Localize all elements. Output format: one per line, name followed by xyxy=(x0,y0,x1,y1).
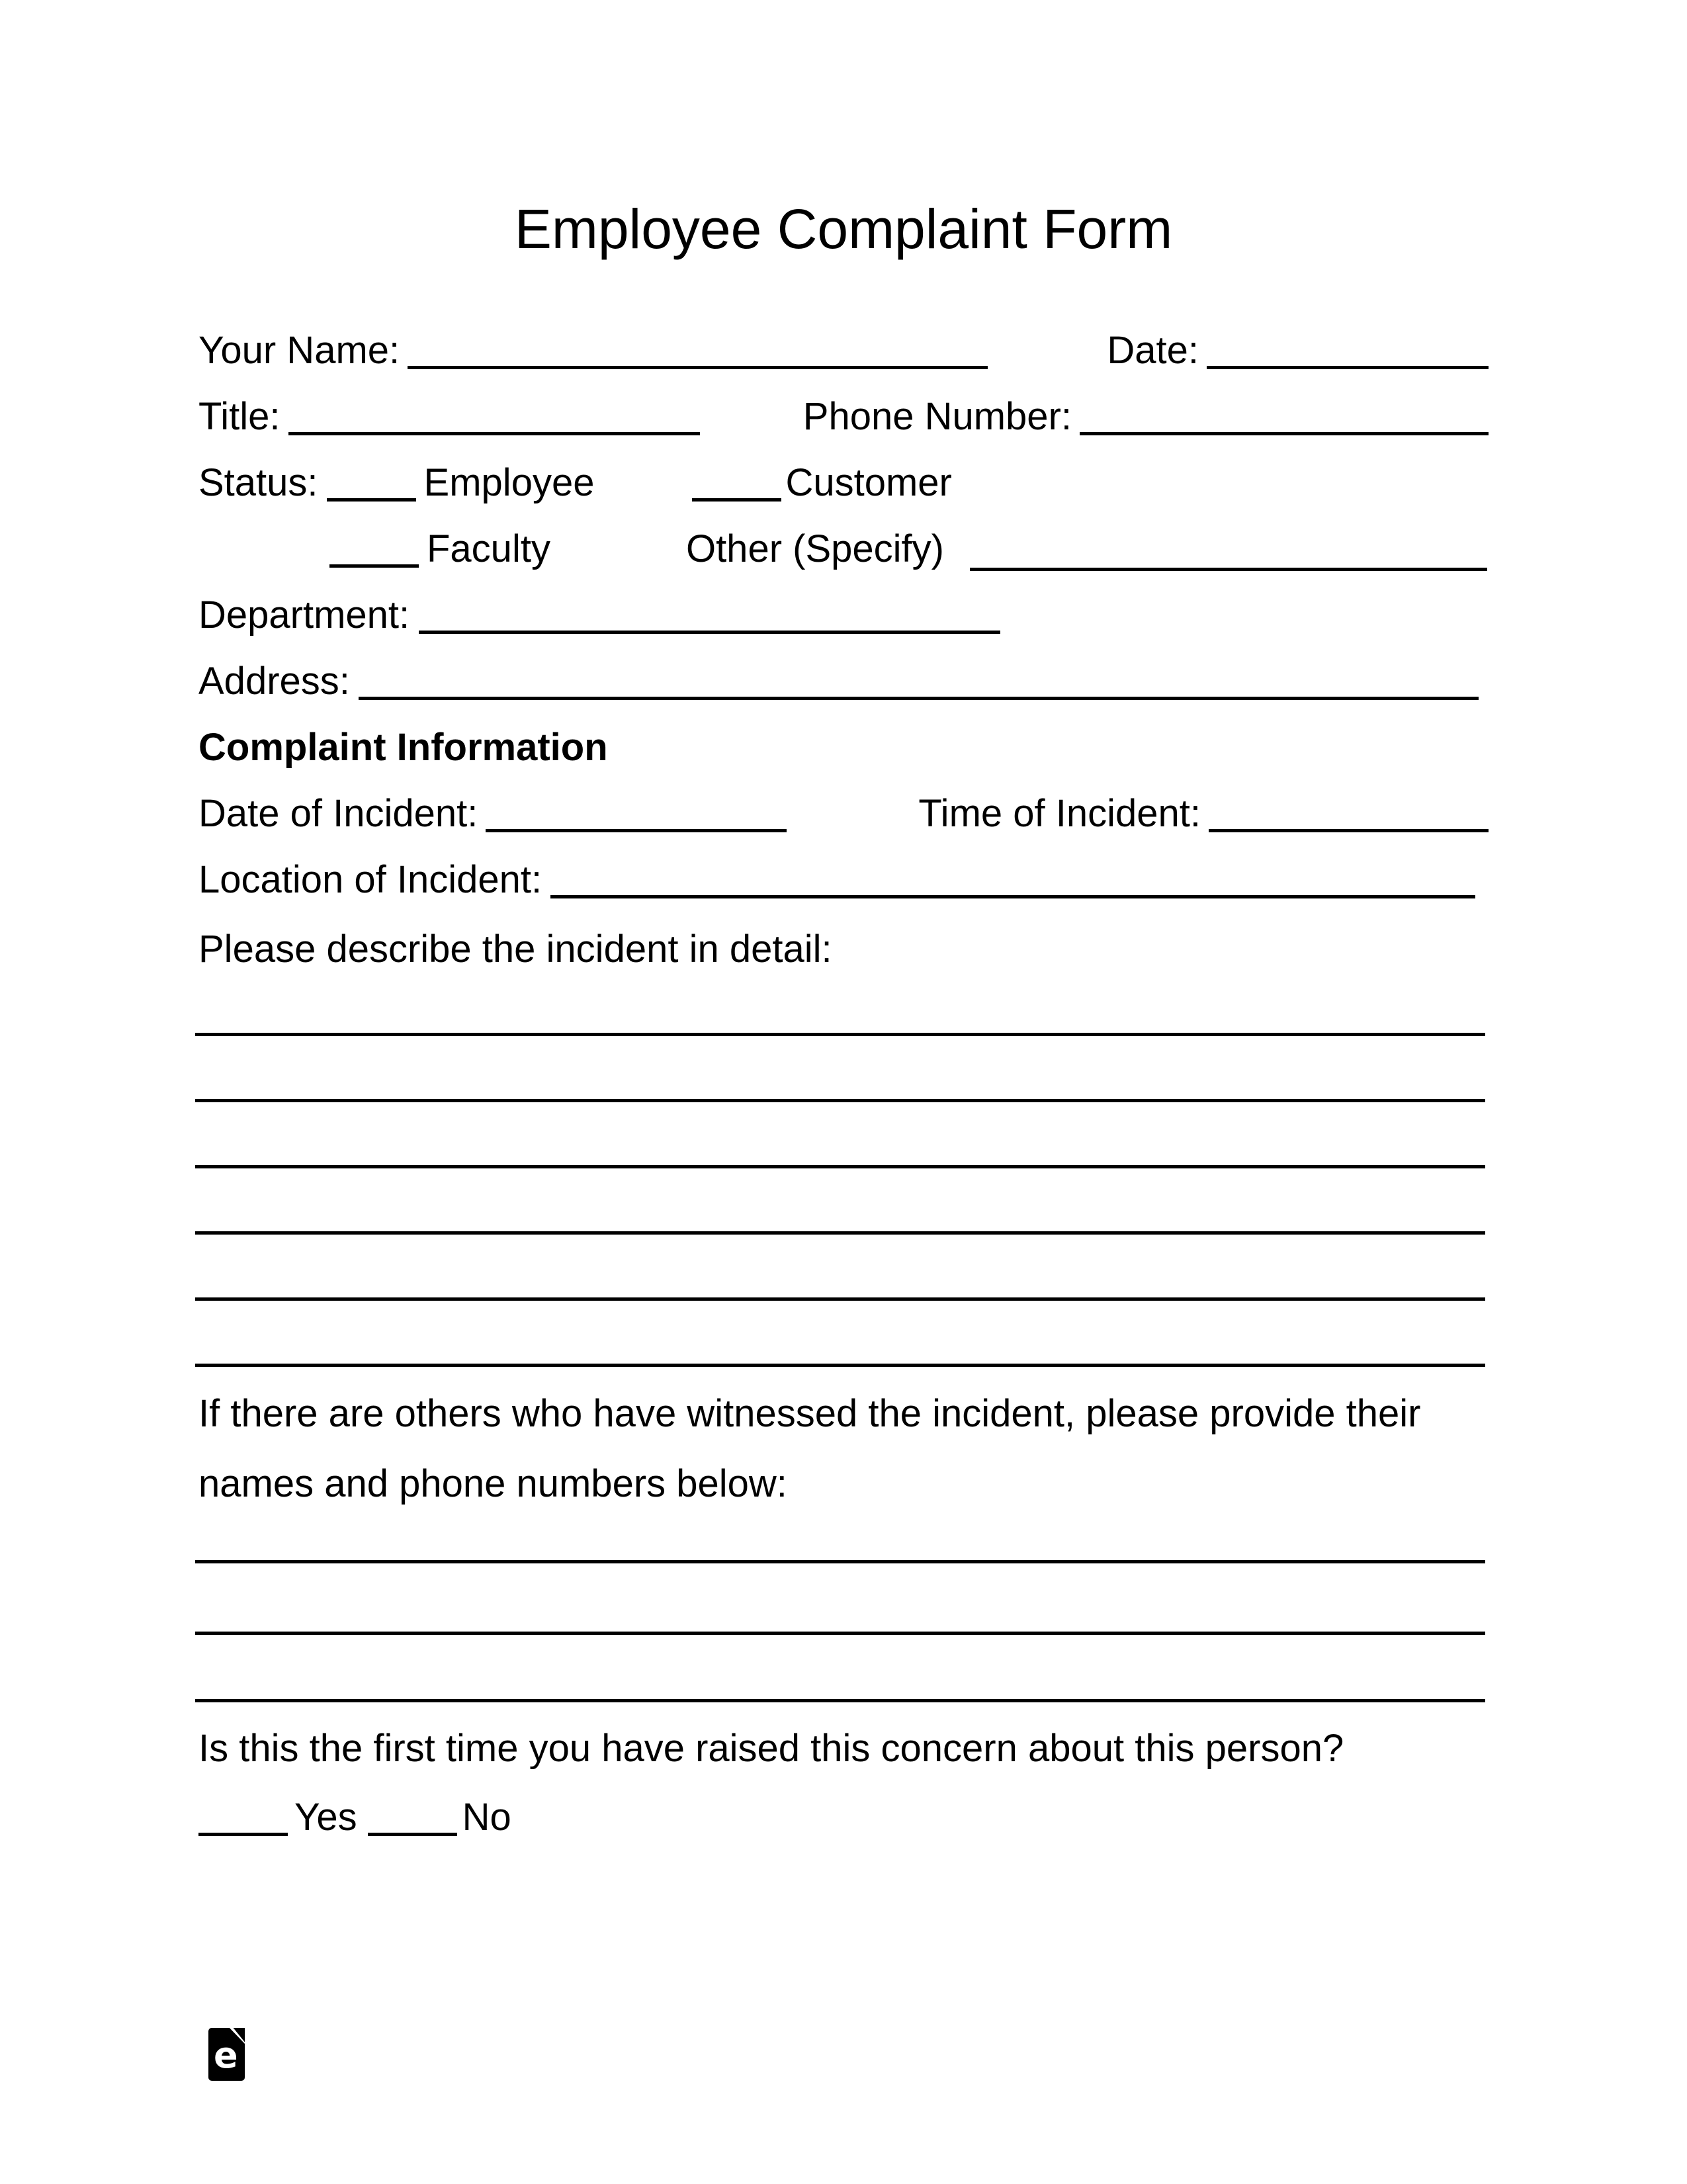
witness-writing-line-3[interactable] xyxy=(195,1699,1485,1702)
describe-prompt: Please describe the incident in detail: xyxy=(198,928,832,971)
department-blank[interactable] xyxy=(419,631,1000,634)
status-label: Status: xyxy=(198,461,318,504)
row-name-date xyxy=(198,327,1489,374)
witness-prompt: If there are others who have witnessed the incident, please provide their names and phone numbers below: xyxy=(198,1392,1421,1505)
phone-number-blank[interactable] xyxy=(1080,432,1489,435)
page-title: Employee Complaint Form xyxy=(514,198,1173,260)
description-writing-line-3[interactable] xyxy=(195,1165,1485,1168)
row-yes-no xyxy=(198,1794,1489,1841)
status-customer-label: Customer xyxy=(785,461,952,504)
description-writing-line-4[interactable] xyxy=(195,1231,1485,1235)
description-writing-line-1[interactable] xyxy=(195,1033,1485,1036)
title-blank[interactable] xyxy=(288,432,700,435)
your-name-label: Your Name: xyxy=(198,329,400,372)
other-specify-label: Other (Specify) xyxy=(685,527,944,570)
row-title-phone xyxy=(198,393,1489,441)
yes-blank[interactable] xyxy=(198,1833,288,1836)
time-of-incident-blank[interactable] xyxy=(1209,829,1489,832)
eforms-logo xyxy=(208,2028,245,2081)
witness-writing-line-1[interactable] xyxy=(195,1560,1485,1563)
status-customer-blank[interactable] xyxy=(692,498,781,502)
title-label: Title: xyxy=(198,395,281,438)
location-of-incident-blank[interactable] xyxy=(550,895,1475,898)
date-label: Date: xyxy=(1107,329,1199,372)
description-writing-line-6[interactable] xyxy=(195,1364,1485,1367)
time-of-incident-group xyxy=(918,790,1489,838)
description-writing-line-2[interactable] xyxy=(195,1099,1485,1102)
phone-group xyxy=(803,393,1489,441)
row-department xyxy=(198,591,1489,639)
date-blank[interactable] xyxy=(1207,366,1489,369)
status-employee-label: Employee xyxy=(423,461,595,504)
complaint-section-header: Complaint Information xyxy=(198,726,608,769)
first-time-question: Is this the first time you have raised this concern about this person? xyxy=(198,1727,1344,1770)
status-faculty-blank[interactable] xyxy=(329,564,419,568)
date-of-incident-label: Date of Incident: xyxy=(198,792,478,835)
row-faculty-other xyxy=(198,525,1489,573)
date-group xyxy=(1107,327,1489,374)
department-label: Department: xyxy=(198,593,410,636)
phone-number-label: Phone Number: xyxy=(802,395,1072,438)
status-employee-blank[interactable] xyxy=(327,498,416,502)
description-writing-line-5[interactable] xyxy=(195,1297,1485,1301)
location-of-incident-label: Location of Incident: xyxy=(198,858,542,901)
no-blank[interactable] xyxy=(368,1833,457,1836)
yes-label: Yes xyxy=(294,1796,357,1839)
your-name-blank[interactable] xyxy=(408,366,988,369)
other-specify-blank[interactable] xyxy=(970,568,1487,571)
time-of-incident-label: Time of Incident: xyxy=(918,792,1201,835)
row-incident-date-time xyxy=(198,790,1489,838)
status-faculty-label: Faculty xyxy=(427,527,550,570)
witness-writing-line-2[interactable] xyxy=(195,1632,1485,1635)
row-status xyxy=(198,459,1489,507)
logo-letter: e xyxy=(214,2034,238,2076)
row-incident-location xyxy=(198,856,1489,904)
date-of-incident-blank[interactable] xyxy=(486,829,787,832)
address-label: Address: xyxy=(198,660,350,703)
no-label: No xyxy=(462,1796,511,1839)
row-address xyxy=(198,658,1489,705)
address-blank[interactable] xyxy=(359,697,1479,700)
